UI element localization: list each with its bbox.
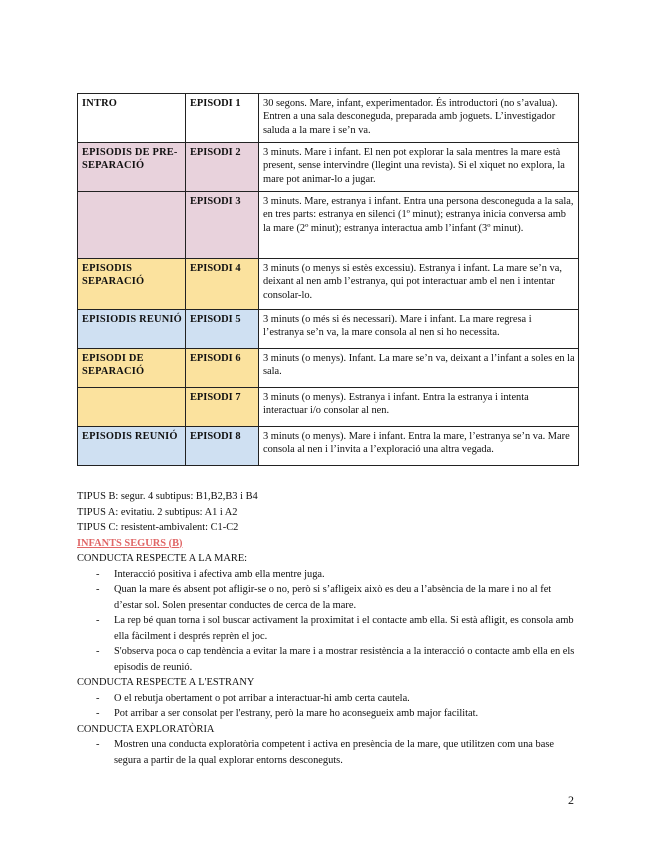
- list-item: [77, 737, 582, 768]
- list-item: [77, 691, 582, 707]
- list-item-text: Quan la mare és absent pot afligir-se o no, però si s’afligeix això es deu a l’absència de la mare i no al fet d’estar sol. Solen presentar conductes de cerca de la mare.: [114, 584, 552, 611]
- episode-cell: EPISODI 6: [186, 349, 259, 388]
- type-c-line: TIPUS C: resistent-ambivalent: C1-C2: [77, 522, 239, 533]
- phase-cell: [78, 192, 186, 259]
- description-cell: 3 minuts (o menys). Infant. La mare se’n va, deixant a l’infant a soles en la sala.: [259, 349, 579, 388]
- bullet-dash: -: [96, 708, 100, 719]
- mother-behaviour-heading: CONDUCTA RESPECTE A LA MARE:: [77, 553, 248, 564]
- phase-cell: EPISODIS REUNIÓ: [78, 427, 186, 466]
- list-item-text: La rep bé quan torna i sol buscar activament la proximitat i el contacte amb ella. Si està afligit, es consola amb ella fàcilment i després reprèn el joc.: [114, 615, 574, 642]
- table-row: [78, 143, 579, 192]
- table-row: [78, 427, 579, 466]
- exploratory-behaviour-heading: CONDUCTA EXPLORATÒRIA: [77, 723, 215, 735]
- list-item: [77, 613, 582, 644]
- bullet-dash: -: [96, 646, 100, 657]
- mother-behaviour-list: [77, 567, 582, 676]
- episode-cell: EPISODI 7: [186, 388, 259, 427]
- page-number: 2: [568, 793, 574, 807]
- bullet-dash: -: [96, 615, 100, 626]
- exploratory-behaviour-list: [77, 737, 582, 768]
- table-row: [78, 192, 579, 259]
- episode-cell: EPISODI 3: [186, 192, 259, 259]
- list-item-text: Interacció positiva i afectiva amb ella mentre juga.: [114, 568, 325, 580]
- episode-cell: EPISODI 4: [186, 259, 259, 310]
- phase-cell: INTRO: [78, 94, 186, 143]
- table-row: [78, 310, 579, 349]
- description-cell: 3 minuts. Mare, estranya i infant. Entra una persona desconeguda a la sala, en tres parts: estranya en silenci (1º minut); estranya inicia conversa amb la mare (2º minut); estranya interactua amb l’infant (3º minut).: [259, 192, 579, 259]
- list-item: [77, 644, 582, 675]
- description-cell: 30 segons. Mare, infant, experimentador. És introductori (no s’avalua). Entren a una sala desconeguda, preparada amb joguets. L’investigador saluda a la mare i se’n va.: [259, 94, 579, 143]
- list-item-text: S'observa poca o cap tendència a evitar la mare i a mostrar resistència a la interacció o contacte amb ella en els episodis de reunió.: [114, 646, 575, 673]
- body-text: [77, 489, 582, 768]
- phase-cell: EPISODIS SEPARACIÓ: [78, 259, 186, 310]
- episode-cell: EPISODI 8: [186, 427, 259, 466]
- list-item: [77, 567, 582, 583]
- description-cell: 3 minuts (o més si és necessari). Mare i infant. La mare regresa i l’estranya se’n va, la mare consola al nen si ho necessita.: [259, 310, 579, 349]
- phase-cell: EPISODI DE SEPARACIÓ: [78, 349, 186, 388]
- table-row: [78, 349, 579, 388]
- phase-cell: EPISODIS DE PRE-SEPARACIÓ: [78, 143, 186, 192]
- type-b-line: TIPUS B: segur. 4 subtipus: B1,B2,B3 i B4: [77, 491, 258, 502]
- table-row: [78, 94, 579, 143]
- list-item: [77, 706, 582, 722]
- episode-cell: EPISODI 5: [186, 310, 259, 349]
- stranger-behaviour-heading: CONDUCTA RESPECTE A L'ESTRANY: [77, 677, 255, 688]
- bullet-dash: -: [96, 739, 100, 750]
- list-item-text: Mostren una conducta exploratòria competent i activa en presència de la mare, que utilitzen com una base segura a partir de la qual explorar entorns desconeguts.: [114, 739, 554, 766]
- bullet-dash: -: [96, 584, 100, 595]
- bullet-dash: -: [96, 692, 100, 704]
- list-item-text: O el rebutja obertament o pot arribar a interactuar-hi amb certa cautela.: [114, 692, 410, 704]
- description-cell: 3 minuts (o menys). Estranya i infant. Entra la estranya i intenta interactuar i/o consolar al nen.: [259, 388, 579, 427]
- description-cell: 3 minuts (o menys si estès excessiu). Estranya i infant. La mare se’n va, deixant al nen amb l’estranya, qui pot interactuar amb el nen i intentar consolar-lo.: [259, 259, 579, 310]
- list-item: [77, 582, 582, 613]
- description-cell: 3 minuts (o menys). Mare i infant. Entra la mare, l’estranya se’n va. Mare consola al nen i l’invita a l’exploració una altra vegada.: [259, 427, 579, 466]
- table-row: [78, 388, 579, 427]
- phase-cell: [78, 388, 186, 427]
- secure-infants-heading: INFANTS SEGURS (B): [77, 537, 183, 549]
- stranger-behaviour-list: [77, 691, 582, 722]
- list-item-text: Pot arribar a ser consolat per l'estrany, però la mare ho aconsegueix amb major facilitat.: [114, 708, 479, 719]
- episode-cell: EPISODI 1: [186, 94, 259, 143]
- episode-cell: EPISODI 2: [186, 143, 259, 192]
- description-cell: 3 minuts. Mare i infant. El nen pot explorar la sala mentres la mare està present, sense intervindre (llegint una revista). Si el xiquet no explora, la mare pot animar-lo a jugar.: [259, 143, 579, 192]
- phase-cell: EPISIODIS REUNIÓ: [78, 310, 186, 349]
- table-row: [78, 259, 579, 310]
- type-a-line: TIPUS A: evitatiu. 2 subtipus: A1 i A2: [77, 506, 238, 518]
- bullet-dash: -: [96, 568, 100, 580]
- episodes-table: [77, 93, 579, 466]
